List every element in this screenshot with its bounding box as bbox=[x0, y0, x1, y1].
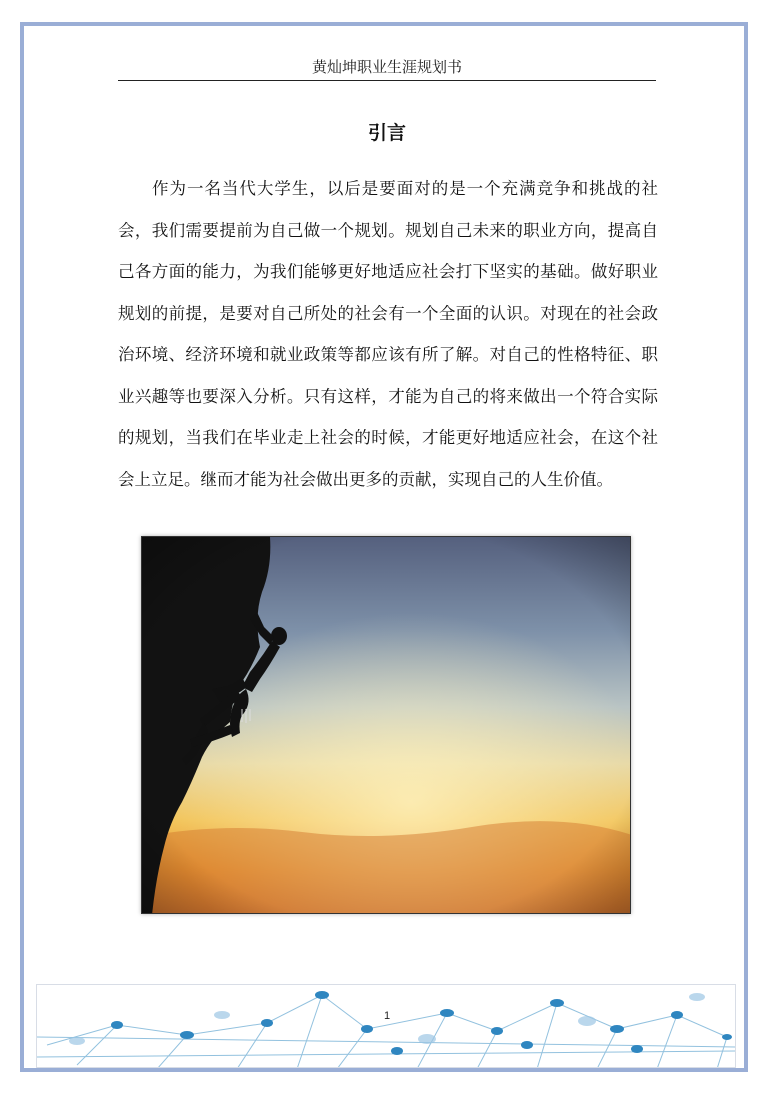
section-title: 引言 bbox=[367, 122, 406, 144]
decorative-network-footer bbox=[36, 984, 736, 1068]
climber-photo bbox=[141, 536, 631, 914]
page-number: 1 bbox=[383, 1010, 391, 1022]
running-header: 黄灿坤职业生涯规划书 bbox=[118, 54, 656, 81]
intro-paragraph: 作为一名当代大学生，以后是要面对的是一个充满竞争和挑战的社会，我们需要提前为自己做一个规划。规划自己未来的职业方向，提高自己各方面的能力，为我们能够更好地适应社会打下坚实的基础。做好职业规划的前提，是要对自己所处的社会有一个全面的认识。对现在的社会政治环境、经济环境和就业政策等都应该有所了解。对自己的性格特征、职业兴趣等也要深入分析。只有这样，才能为自己的将来做出一个符合实际的规划，当我们在毕业走上社会的时候，才能更好地适应社会，在这个社会上立足。继而才能为社会做出更多的贡献，实现自己的人生价值。 bbox=[118, 179, 658, 489]
